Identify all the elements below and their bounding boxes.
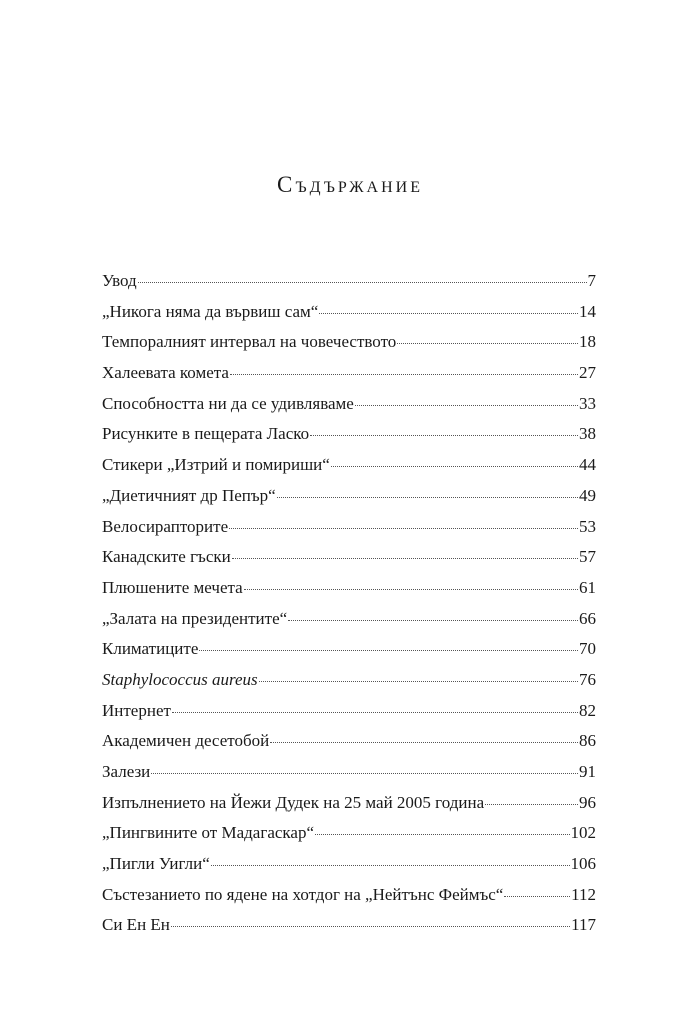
toc-entry-title: Стикери „Изтрий и помириши“ [102, 455, 330, 475]
toc-dot-leader [315, 834, 569, 835]
toc-entry [102, 297, 596, 328]
toc-dot-leader [138, 282, 587, 283]
toc-entry [102, 880, 596, 911]
toc-entry-title: „Диетичният др Пепър“ [102, 485, 276, 505]
toc-entry [102, 818, 596, 849]
toc-entry-title: „Пингвините от Мадагаскар“ [102, 823, 315, 843]
toc-entry-page-number: 117 [571, 915, 596, 935]
toc-entry [102, 696, 596, 727]
toc-entry-page-number: 112 [571, 884, 596, 904]
toc-dot-leader [232, 558, 578, 559]
toc-entry [102, 665, 596, 696]
toc-entry-page-number: 27 [579, 363, 596, 383]
toc-dot-leader [331, 466, 578, 467]
toc-entry-page-number: 86 [579, 731, 596, 751]
toc-dot-leader [229, 528, 578, 529]
toc-entry-title: „Залата на президентите“ [102, 608, 288, 628]
toc-entry-title: „Пигли Уигли“ [102, 854, 210, 874]
toc-entry [102, 542, 596, 573]
toc-entry-title: Състезанието по ядене на хотдог на „Нейтънс Феймъс“ [102, 884, 504, 904]
toc-dot-leader [319, 313, 578, 314]
toc-dot-leader [211, 865, 570, 866]
toc-entry-page-number: 91 [579, 762, 596, 781]
toc-entry-title: Велосирапторите [102, 516, 229, 536]
toc-entry-page-number: 44 [579, 455, 596, 475]
toc-entry [102, 788, 596, 819]
toc-entry-page-number: 82 [579, 700, 596, 720]
toc-dot-leader [270, 742, 578, 743]
toc-entry-title: Плюшените мечета [102, 577, 243, 597]
toc-entry-page-number: 14 [579, 301, 596, 321]
toc-entry-page-number: 66 [579, 608, 596, 628]
toc-entry [102, 450, 596, 481]
toc-dot-leader [355, 405, 578, 406]
toc-entry-page-number: 33 [579, 393, 596, 413]
toc-entry [102, 634, 596, 665]
toc-dot-leader [172, 712, 578, 713]
toc-entry-title: Интернет [102, 700, 171, 720]
toc-dot-leader [288, 620, 578, 621]
toc-dot-leader [485, 804, 578, 805]
toc-entry-page-number: 61 [579, 577, 596, 597]
toc-dot-leader [199, 650, 578, 651]
toc-entry-title: Темпоралният интервал на човечеството [102, 332, 397, 352]
toc-entry-title: Рисунките в пещерата Ласко [102, 424, 310, 444]
toc-entry-page-number: 106 [570, 854, 596, 874]
toc-entry-title: Увод [102, 271, 137, 290]
toc-entry-title: Академичен десетобой [102, 731, 270, 751]
toc-entry [102, 419, 596, 450]
toc-entry-page-number: 102 [570, 823, 596, 843]
page-title: Съдържание [277, 172, 423, 197]
toc-entry-title: Си Ен Ен [102, 915, 170, 935]
toc-entry-page-number: 53 [579, 516, 596, 536]
toc-entry-page-number: 96 [579, 792, 596, 812]
toc-entry-title: Климатиците [102, 639, 199, 659]
toc-entry-page-number: 38 [579, 424, 596, 444]
toc-dot-leader [310, 435, 578, 436]
toc-entry-title: Изпълнението на Йежи Дудек на 25 май 2005 година [102, 792, 485, 812]
toc-entry-title: Staphylococcus aureus [102, 669, 258, 689]
toc-entry [102, 849, 596, 880]
toc-dot-leader [244, 589, 578, 590]
toc-entry [102, 481, 596, 512]
toc-entry-page-number: 7 [587, 271, 596, 290]
toc-entry [102, 910, 596, 941]
toc-entry-title: „Никога няма да вървиш сам“ [102, 301, 319, 321]
toc-entry-title: Халеевата комета [102, 363, 229, 383]
toc-entry-page-number: 70 [579, 639, 596, 659]
toc-entry-page-number: 49 [579, 485, 596, 505]
toc-dot-leader [230, 374, 578, 375]
toc-entry [102, 757, 596, 788]
toc-entry [102, 573, 596, 604]
toc-entry-page-number: 76 [579, 669, 596, 689]
toc-entry [102, 266, 596, 297]
toc-dot-leader [504, 896, 570, 897]
toc-entry [102, 389, 596, 420]
toc-entry [102, 327, 596, 358]
toc-entry-title: Канадските гъски [102, 547, 231, 567]
toc-dot-leader [277, 497, 578, 498]
toc-entry-title: Способността ни да се удивляваме [102, 393, 354, 413]
toc-entry-title: Залези [102, 762, 151, 781]
toc-entry [102, 512, 596, 543]
toc-entry [102, 604, 596, 635]
toc-entry [102, 358, 596, 389]
table-of-contents [102, 266, 596, 941]
toc-dot-leader [397, 343, 578, 344]
toc-dot-leader [171, 926, 570, 927]
toc-entry-page-number: 57 [579, 547, 596, 567]
toc-entry [102, 726, 596, 757]
toc-dot-leader [151, 773, 578, 774]
toc-dot-leader [259, 681, 578, 682]
toc-entry-page-number: 18 [579, 332, 596, 352]
